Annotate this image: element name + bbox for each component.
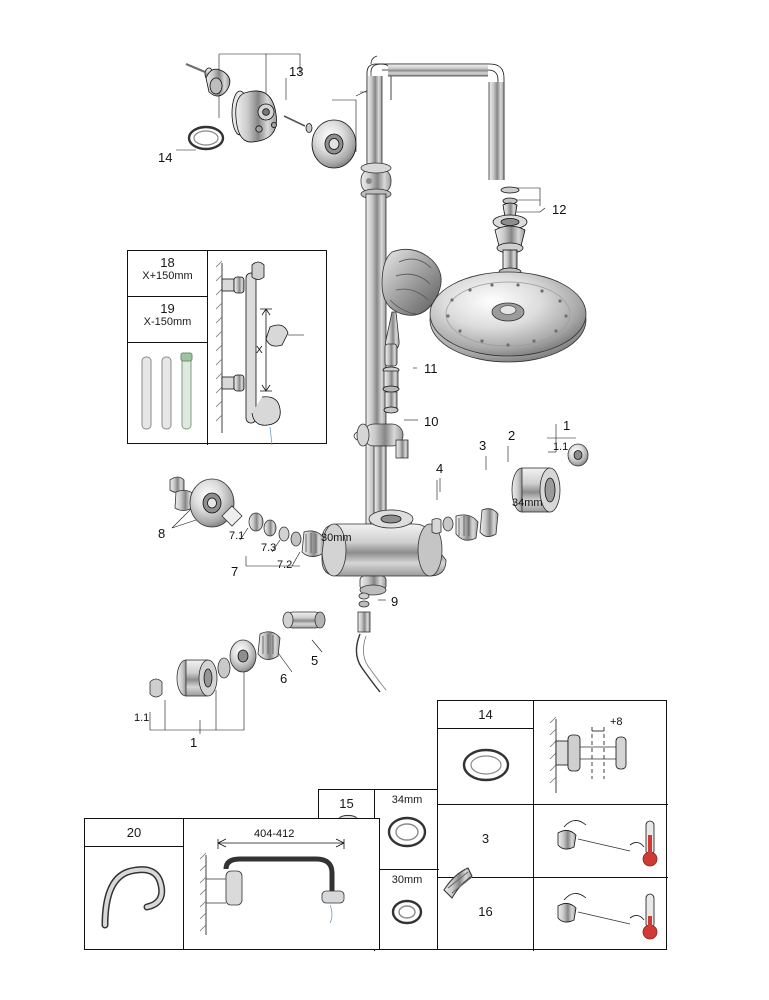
inset-size-34mm: 34mm: [391, 794, 423, 806]
inset-number-3: 3: [481, 831, 490, 846]
callout-4: 4: [436, 461, 444, 476]
callout-11: 11: [424, 361, 438, 376]
inset-size-30mm: 30mm: [391, 874, 423, 886]
callout-1-1-left: 1.1: [134, 712, 150, 724]
inset-cell-offset: [534, 701, 668, 805]
spout-dimension-icon: [184, 819, 380, 951]
rod-pieces-icon: [128, 343, 208, 443]
inset-cell-20: [84, 818, 184, 950]
thermometer-cold-icon: [534, 878, 668, 951]
callout-13: 13: [289, 64, 304, 79]
callout-3: 3: [479, 438, 487, 453]
callout-7: 7: [231, 564, 239, 579]
callout-2: 2: [508, 428, 516, 443]
callout-1-right: 1: [563, 418, 571, 433]
callout-7-2: 7.2: [277, 559, 293, 571]
inset-number-16: 16: [478, 904, 493, 919]
inset-number-15: 15: [339, 796, 354, 811]
inset-note-19: X-150mm: [143, 316, 192, 328]
inset-cell-20-dimension: [184, 818, 380, 950]
inset-number-14: 14: [438, 701, 533, 729]
inset-note-18: X+150mm: [142, 270, 193, 282]
inset-panel-bottom-right: [437, 700, 667, 950]
inset-number-18: 18: [160, 255, 175, 270]
inset-number-19: 19: [160, 301, 175, 316]
callout-12: 12: [552, 202, 567, 217]
callout-7-3: 7.3: [261, 542, 277, 554]
svg-text:404-412: 404-412: [254, 828, 295, 840]
callout-8: 8: [158, 526, 166, 541]
nut-34mm-icon: [375, 806, 439, 860]
threaded-nipple-icon: [438, 860, 478, 906]
callout-1-1-right: 1.1: [553, 441, 569, 453]
inset-panel-20-wrap: [84, 818, 380, 950]
spout-icon: [85, 847, 185, 941]
inset-cell-16-figure: [534, 878, 668, 951]
callout-6: 6: [280, 671, 288, 686]
thermometer-hot-icon: [534, 805, 668, 878]
inset-cell-3-figure: [534, 805, 668, 878]
size-34mm-right: 34mm: [512, 497, 543, 509]
seal-ring-icon: [438, 729, 534, 799]
svg-text:X: X: [256, 345, 263, 356]
offset-mount-icon: [534, 701, 668, 805]
callout-10: 10: [424, 414, 439, 429]
inset-number-20: 20: [85, 819, 183, 847]
callout-14: 14: [158, 150, 173, 165]
svg-text:+8: +8: [610, 716, 623, 728]
callout-5: 5: [311, 653, 319, 668]
inset-cell-14: [438, 701, 534, 805]
callout-1-bottom: 1: [190, 735, 198, 750]
nut-30mm-icon: [375, 886, 439, 940]
inset-panel-18-19: [127, 250, 327, 444]
wall-mount-diagram-icon: [208, 251, 328, 445]
size-30mm: 30mm: [321, 532, 352, 544]
inset-18-19-legend: [128, 251, 208, 445]
callout-7-1: 7.1: [229, 530, 245, 542]
callout-9: 9: [391, 594, 399, 609]
